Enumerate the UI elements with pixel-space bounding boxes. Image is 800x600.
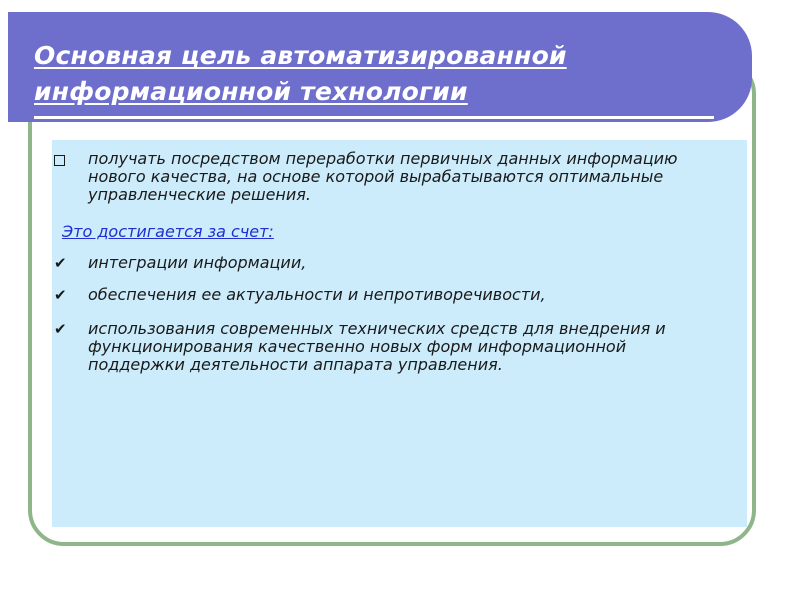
slide-title xyxy=(34,38,734,110)
list-item-text: обеспечения ее актуальности и непротиворечивости, xyxy=(88,285,546,304)
main-point xyxy=(52,150,712,204)
list-item-text: интеграции информации, xyxy=(88,253,307,272)
title-line-2: информационной технологии xyxy=(34,77,468,106)
title-underline xyxy=(34,116,714,119)
checkmark-icon: ✔ xyxy=(54,286,67,304)
list-item-text: использования современных технических средств для внедрения и функционирования качественно новых форм информационной поддержки деятельности аппарата управления. xyxy=(88,319,666,374)
checkmark-icon: ✔ xyxy=(54,254,67,272)
checkmark-icon: ✔ xyxy=(54,320,67,338)
square-bullet-icon xyxy=(54,150,76,170)
list-item-2 xyxy=(52,286,712,304)
title-banner xyxy=(8,12,752,122)
list-item-3 xyxy=(52,320,712,374)
note-link: Это достигается за счет: xyxy=(62,222,274,241)
content-panel xyxy=(52,140,747,527)
list-item-1 xyxy=(52,254,712,272)
main-point-text: получать посредством переработки первичных данных информацию нового качества, на основе которой вырабатываются оптимальные управленческие решения. xyxy=(88,149,678,204)
title-line-1: Основная цель автоматизированной xyxy=(34,41,567,70)
